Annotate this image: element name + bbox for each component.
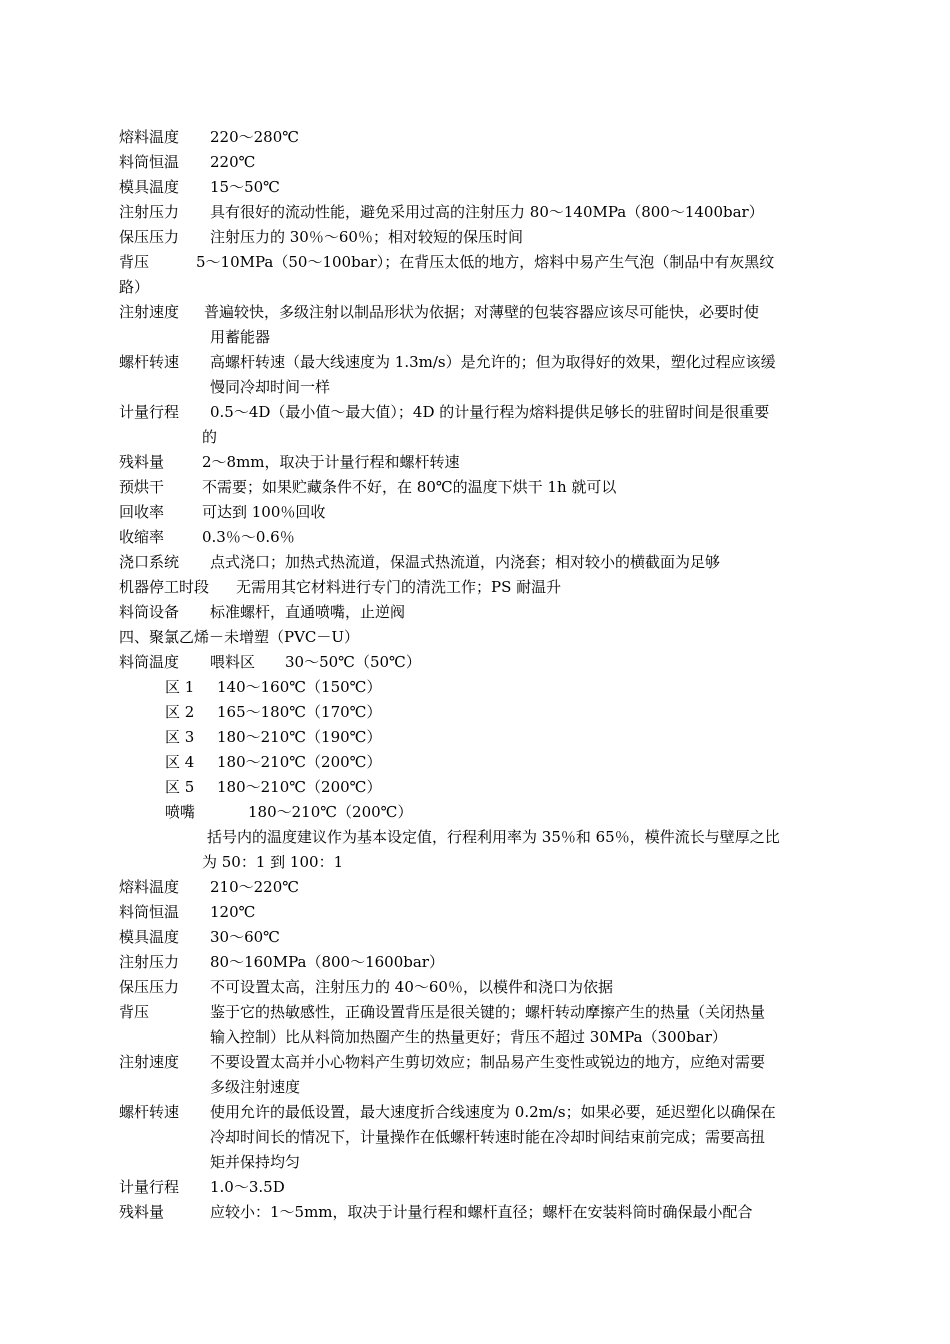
- param-label: 残料量: [119, 1203, 165, 1221]
- param-label: 料筒温度: [119, 653, 180, 671]
- param-value: 不要设置太高并小心物料产生剪切效应；制品易产生变性或锐边的地方，应绝对需要: [210, 1053, 766, 1071]
- param-value-cont: 的: [202, 428, 218, 446]
- param-value: 标准螺杆，直通喷嘴，止逆阀: [210, 603, 406, 621]
- param-label: 保压压力: [119, 228, 180, 246]
- param-value: 1.0～3.5D: [210, 1178, 285, 1196]
- param-label: 料筒恒温: [119, 903, 180, 921]
- zone-value: 180～210℃（200℃）: [248, 803, 413, 821]
- note-text: 括号内的温度建议作为基本设定值，行程利用率为 35％和 65％，模件流长与壁厚之比: [207, 828, 780, 846]
- zone-label: 喷嘴: [165, 803, 196, 821]
- param-label: 收缩率: [119, 528, 165, 546]
- param-value-cont: 输入控制）比从料筒加热圈产生的热量更好；背压不超过 30MPa（300bar）: [210, 1028, 727, 1046]
- param-value: 2～8mm，取决于计量行程和螺杆转速: [202, 453, 460, 471]
- param-value: 高螺杆转速（最大线速度为 1.3m/s）是允许的；但为取得好的效果，塑化过程应该缓: [210, 353, 776, 371]
- param-label: 预烘干: [119, 478, 165, 496]
- param-label: 注射压力: [119, 203, 180, 221]
- param-label: 计量行程: [119, 403, 180, 421]
- param-label: 模具温度: [119, 928, 180, 946]
- param-value: 不需要；如果贮藏条件不好，在 80℃的温度下烘干 1h 就可以: [202, 478, 617, 496]
- param-value: 5～10MPa（50～100bar）；在背压太低的地方，熔料中易产生气泡（制品中有灰黑纹: [196, 253, 775, 271]
- param-value-cont: 慢同冷却时间一样: [210, 378, 331, 396]
- param-label: 料筒恒温: [119, 153, 180, 171]
- zone-label: 区 4: [165, 753, 195, 771]
- param-value-cont: 路）: [119, 278, 150, 296]
- param-value: 80～160MPa（800～1600bar）: [210, 953, 444, 971]
- param-value: 不可设置太高，注射压力的 40～60％，以模件和浇口为依据: [210, 978, 613, 996]
- param-value: 无需用其它材料进行专门的清洗工作；PS 耐温升: [236, 578, 562, 596]
- param-value-cont: 用蓄能器: [210, 328, 271, 346]
- param-value: 使用允许的最低设置，最大速度折合线速度为 0.2m/s；如果必要，延迟塑化以确保在: [210, 1103, 776, 1121]
- param-label: 保压压力: [119, 978, 180, 996]
- param-value: 120℃: [210, 903, 256, 921]
- param-value: 点式浇口；加热式热流道，保温式热流道，内浇套；相对较小的横截面为足够: [210, 553, 721, 571]
- param-label: 模具温度: [119, 178, 180, 196]
- param-label: 注射速度: [119, 303, 180, 321]
- param-value-cont: 冷却时间长的情况下，计量操作在低螺杆转速时能在冷却时间结束前完成；需要高扭: [210, 1128, 766, 1146]
- param-value: 注射压力的 30％～60％；相对较短的保压时间: [210, 228, 523, 246]
- param-label: 残料量: [119, 453, 165, 471]
- zone-value: 180～210℃（190℃）: [217, 728, 382, 746]
- param-value: 普遍较快，多级注射以制品形状为依据；对薄壁的包装容器应该尽可能快，必要时使: [204, 303, 760, 321]
- param-label: 计量行程: [119, 1178, 180, 1196]
- zone-label: 区 3: [165, 728, 195, 746]
- param-value: 可达到 100％回收: [202, 503, 326, 521]
- feed-zone-value: 30～50℃（50℃）: [285, 653, 421, 671]
- param-value: 220～280℃: [210, 128, 300, 146]
- param-value: 210～220℃: [210, 878, 300, 896]
- param-value-cont: 矩并保持均匀: [210, 1153, 301, 1171]
- param-label: 螺杆转速: [119, 1103, 180, 1121]
- param-value: 15～50℃: [210, 178, 280, 196]
- feed-zone-label: 喂料区: [210, 653, 256, 671]
- zone-value: 180～210℃（200℃）: [217, 778, 382, 796]
- param-label: 注射速度: [119, 1053, 180, 1071]
- param-label: 背压: [119, 1003, 150, 1021]
- zone-value: 180～210℃（200℃）: [217, 753, 382, 771]
- zone-label: 区 2: [165, 703, 195, 721]
- param-value: 应较小：1～5mm，取决于计量行程和螺杆直径；螺杆在安装料筒时确保最小配合: [210, 1203, 753, 1221]
- param-value: 鉴于它的热敏感性，正确设置背压是很关键的；螺杆转动摩擦产生的热量（关闭热量: [210, 1003, 766, 1021]
- param-value-cont: 多级注射速度: [210, 1078, 301, 1096]
- param-value: 220℃: [210, 153, 256, 171]
- param-label: 螺杆转速: [119, 353, 180, 371]
- param-value: 0.5～4D（最小值～最大值）；4D 的计量行程为熔料提供足够长的驻留时间是很重要: [210, 403, 770, 421]
- param-label: 熔料温度: [119, 128, 180, 146]
- param-label: 回收率: [119, 503, 165, 521]
- param-label: 熔料温度: [119, 878, 180, 896]
- zone-label: 区 5: [165, 778, 195, 796]
- section-title: 四、聚氯乙烯－未增塑（PVC－U）: [119, 628, 360, 646]
- zone-value: 140～160℃（150℃）: [217, 678, 382, 696]
- param-label: 注射压力: [119, 953, 180, 971]
- note-text: 为 50：1 到 100：1: [202, 853, 344, 871]
- param-value: 具有很好的流动性能，避免采用过高的注射压力 80～140MPa（800～1400bar）: [210, 203, 764, 221]
- param-value: 30～60℃: [210, 928, 280, 946]
- zone-value: 165～180℃（170℃）: [217, 703, 382, 721]
- param-value: 0.3％～0.6％: [202, 528, 295, 546]
- param-label: 料筒设备: [119, 603, 180, 621]
- param-label: 浇口系统: [119, 553, 180, 571]
- param-label: 机器停工时段: [119, 578, 210, 596]
- param-label: 背压: [119, 253, 150, 271]
- zone-label: 区 1: [165, 678, 195, 696]
